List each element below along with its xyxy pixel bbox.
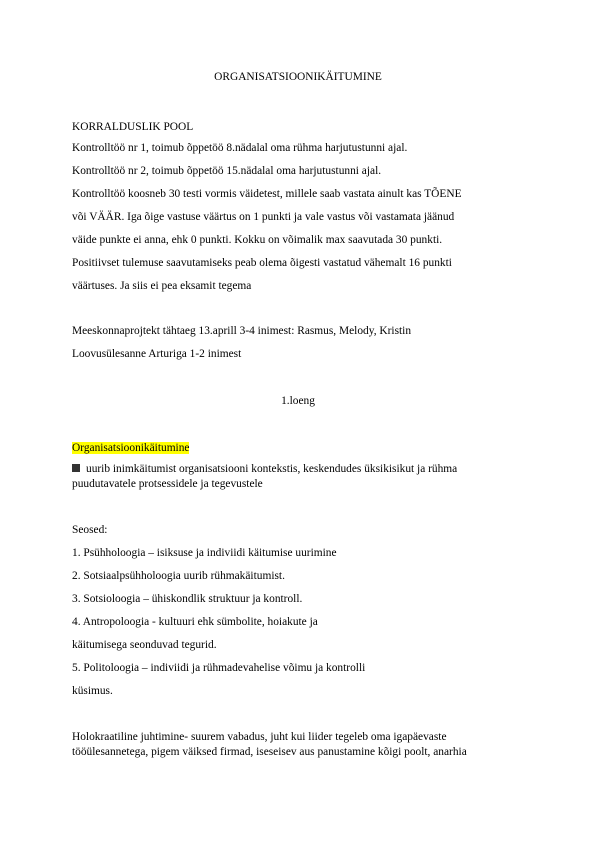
relations-heading: Seosed: <box>72 524 108 536</box>
definition-term-line <box>72 441 189 455</box>
section-heading-org: KORRALDUSLIK POOL <box>72 121 194 133</box>
org-line-1: Kontrolltöö nr 1, toimub õppetöö 8.nädalal oma rühma harjutustunni ajal. <box>72 142 408 154</box>
relation-line-3: 3. Sotsioloogia – ühiskondlik struktuur ja kontroll. <box>72 593 303 605</box>
definition-line-2: puudutavatele protsessidele ja tegevustele <box>72 478 263 490</box>
relation-line-7: küsimus. <box>72 685 113 697</box>
relation-line-1: 1. Psühholoogia – isiksuse ja indiviidi käitumise uurimine <box>72 547 337 559</box>
definition-text-1: uurib inimkäitumist organisatsiooni kontekstis, keskendudes üksikisikut ja rühma <box>86 463 458 475</box>
highlighted-term: Organisatsioonikäitumine <box>72 442 190 454</box>
org-line-3: Kontrolltöö koosneb 30 testi vormis väidetest, millele saab vastata ainult kas TÕENE <box>72 188 462 200</box>
org-line-7: väärtuses. Ja siis ei pea eksamit tegema <box>72 280 252 292</box>
org-line-5: väide punkte ei anna, ehk 0 punkti. Kokku on võimalik max saavutada 30 punkti. <box>72 234 443 246</box>
relation-line-5: käitumisega seonduvad tegurid. <box>72 639 217 651</box>
document-title: ORGANISATSIOONIKÄITUMINE <box>214 71 382 83</box>
relation-line-6: 5. Politoloogia – indiviidi ja rühmadevahelise võimu ja kontrolli <box>72 662 366 674</box>
project-line-1: Meeskonnaprojtekt tähtaeg 13.aprill 3-4 inimest: Rasmus, Melody, Kristin <box>72 325 412 337</box>
project-line-2: Loovusülesanne Arturiga 1-2 inimest <box>72 348 242 360</box>
holocracy-line-1: Holokraatiline juhtimine- suurem vabadus, juht kui liider tegeleb oma igapäevaste <box>72 731 447 743</box>
org-line-2: Kontrolltöö nr 2, toimub õppetöö 15.nädalal oma harjutustunni ajal. <box>72 165 382 177</box>
square-bullet-icon <box>72 464 80 472</box>
holocracy-line-2: tööülesannetega, pigem väiksed firmad, iseseisev aus panustamine kõigi poolt, anarhia <box>72 746 467 758</box>
org-line-4: või VÄÄR. Iga õige vastuse väärtus on 1 punkti ja vale vastus või vastamata jäänud <box>72 211 455 223</box>
definition-line-1 <box>72 462 457 476</box>
relation-line-4: 4. Antropoloogia - kultuuri ehk sümbolite, hoiakute ja <box>72 616 318 628</box>
org-line-6: Positiivset tulemuse saavutamiseks peab olema õigesti vastatud vähemalt 16 punkti <box>72 257 452 269</box>
relation-line-2: 2. Sotsiaalpsühholoogia uurib rühmakäitumist. <box>72 570 285 582</box>
lecture-heading: 1.loeng <box>281 395 315 407</box>
